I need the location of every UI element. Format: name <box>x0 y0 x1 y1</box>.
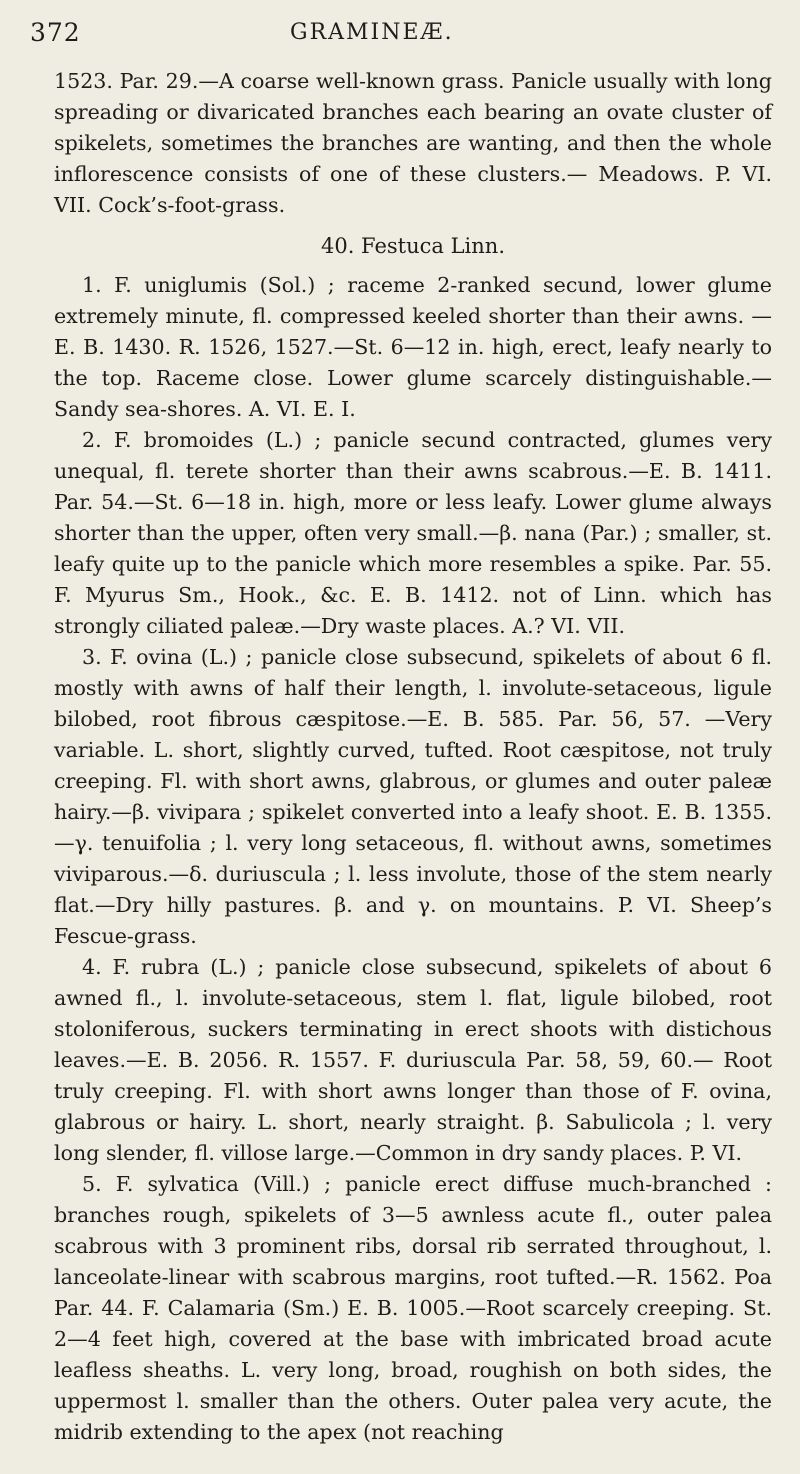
entry-1523: 1523. Par. 29.—A coarse well-known grass. Panicle usually with long spreading or divaricated branches each bearing an ovate cluster of spikelets, sometimes the branches are wanting, and then the whole inflorescence consists of one of these clusters.— Meadows. P. VI. VII. Cock’s-foot-grass. <box>54 69 772 217</box>
running-head: GRAMINEÆ. <box>290 20 454 45</box>
species-3-ovina: 3. F. ovina (L.) ; panicle close subsecund, spikelets of about 6 fl. mostly with awns of half their length, l. involute-setaceous, ligule bilobed, root fibrous cæspitose.—E. B. 585. Par. 56, 57. —Very variable. L. short, slightly curved, tufted. Root cæspitose, not truly creeping. Fl. with short awns, glabrous, or glumes and outer paleæ hairy.—β. vivipara ; spikelet converted into a leafy shoot. E. B. 1355.—γ. tenuifolia ; l. very long setaceous, fl. without awns, sometimes viviparous.—δ. duriuscula ; l. less involute, those of the stem nearly flat.—Dry hilly pastures. β. and γ. on mountains. P. VI. Sheep’s Fescue-grass. <box>54 645 772 948</box>
species-4-rubra: 4. F. rubra (L.) ; panicle close subsecund, spikelets of about 6 awned fl., l. involute-setaceous, stem l. flat, ligule bilobed, root stoloniferous, suckers terminating in erect shoots with distichous leaves.—E. B. 2056. R. 1557. F. duriuscula Par. 58, 59, 60.— Root truly creeping. Fl. with short awns longer than those of F. ovina, glabrous or hairy. L. short, nearly straight. β. Sabulicola ; l. very long slender, fl. villose large.—Common in dry sandy places. P. VI. <box>54 955 772 1165</box>
species-5-sylvatica: 5. F. sylvatica (Vill.) ; panicle erect diffuse much-branched : branches rough, spikelets of 3—5 awnless acute fl., outer palea scabrous with 3 prominent ribs, dorsal rib serrated throughout, l. lanceolate-linear with scabrous margins, root tufted.—R. 1562. Poa Par. 44. F. Calamaria (Sm.) E. B. 1005.—Root scarcely creeping. St. 2—4 feet high, covered at the base with imbricated broad acute leafless sheaths. L. very long, broad, roughish on both sides, the uppermost l. smaller than the others. Outer palea very acute, the midrib extending to the apex (not reaching <box>54 1172 772 1444</box>
species-2-bromoides: 2. F. bromoides (L.) ; panicle secund contracted, glumes very unequal, fl. terete shorter than their awns scabrous.—E. B. 1411. Par. 54.—St. 6—18 in. high, more or less leafy. Lower glume always shorter than the upper, often very small.—β. nana (Par.) ; smaller, st. leafy quite up to the panicle which more resembles a spike. Par. 55. F. Myurus Sm., Hook., &c. E. B. 1412. not of Linn. which has strongly ciliated paleæ.—Dry waste places. A.? VI. VII. <box>54 428 772 638</box>
page-number: 372 <box>30 18 81 47</box>
species-1-uniglumis: 1. F. uniglumis (Sol.) ; raceme 2-ranked secund, lower glume extremely minute, fl. compressed keeled shorter than their awns. —E. B. 1430. R. 1526, 1527.—St. 6—12 in. high, erect, leafy nearly to the top. Raceme close. Lower glume scarcely distinguishable.—Sandy sea-shores. A. VI. E. I. <box>54 273 772 421</box>
body-text <box>54 66 772 1448</box>
page-header <box>30 18 760 54</box>
genus-heading: 40. Festuca Linn. <box>320 234 505 258</box>
